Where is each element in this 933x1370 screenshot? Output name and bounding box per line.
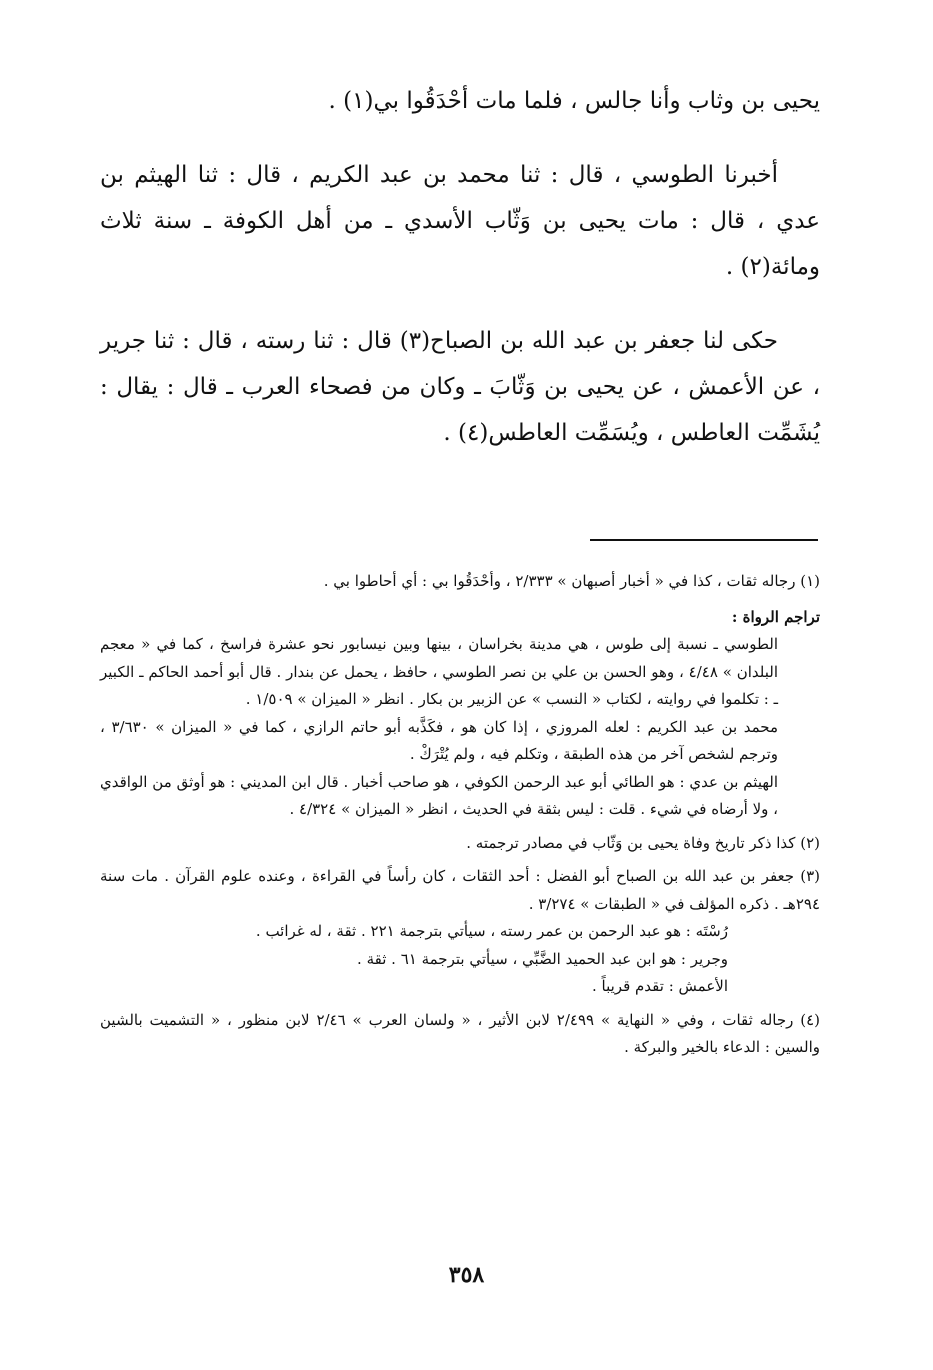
footnote-3: (٣) جعفر بن عبد الله بن الصباح أبو الفضل : أحد الثقات ، كان رأساً في القراءة ، وعنده علوم القرآن . مات سنة ٢٩٤هـ . ذكره المؤلف في « الطبقات » ٣/٢٧٤ . bbox=[100, 867, 820, 913]
footnote-2: (٢) كذا ذكر تاريخ وفاة يحيى بن وَثّاب في مصادر ترجمته . bbox=[466, 833, 820, 852]
main-text bbox=[100, 78, 820, 484]
footnotes bbox=[100, 568, 820, 1062]
paragraph-3: حكى لنا جعفر بن عبد الله بن الصباح(٣) قال : ثنا رسته ، قال : ثنا جرير ، عن الأعمش ، عن يحيى بن وَثّابَ ـ وكان من فصحاء العرب ـ قال : يقال : يُشَمِّت العاطس ، ويُسَمِّت العاطس(٤) . bbox=[100, 328, 820, 446]
footnote-separator bbox=[590, 539, 818, 541]
narrator-muhammad: محمد بن عبد الكريم : لعله المروزي ، إذا كان هو ، فكَذَّبه أبو حاتم الرازي ، كما في « الميزان » ٣/٦٣٠ ، وترجم لشخص آخر من هذه الطبقة ، وتكلم فيه ، ولم يُتْرَكْ . bbox=[100, 717, 779, 763]
paragraph-2: أخبرنا الطوسي ، قال : ثنا محمد بن عبد الكريم ، قال : ثنا الهيثم بن عدي ، قال : مات يحيى بن وَثّاب الأسدي ـ من أهل الكوفة ـ سنة ثلاث ومائة(٢) . bbox=[100, 162, 820, 280]
footnote-1: (١) رجاله ثقات ، كذا في « أخبار أصبهان » ٢/٣٣٣ ، وأحْدَقُوا بي : أي أحاطوا بي . bbox=[323, 572, 820, 590]
footnote-4: (٤) رجاله ثقات ، وفي « النهاية » ٢/٤٩٩ لابن الأثير ، « ولسان العرب » ٢/٤٦ لابن منظور ، « التشميت بالشين والسين : الدعاء بالخير والبركة . bbox=[100, 1010, 820, 1056]
narrator-haytham: الهيثم بن عدي : هو الطائي أبو عبد الرحمن الكوفي ، هو صاحب أخبار . قال ابن المديني : هو أوثق من الواقدي ، ولا أرضاه في شيء . قلت : ليس بثقة في الحديث ، انظر « الميزان » ٤/٣٢٤ . bbox=[100, 772, 778, 818]
narrator-amash: الأعمش : تقدم قريباً . bbox=[591, 977, 728, 995]
narrator-rustah: رُسْتَه : هو عبد الرحمن بن عمر رسته ، سيأتي بترجمة ٢٢١ . ثقة ، له غرائب . bbox=[255, 922, 728, 940]
narrators-heading: تراجم الرواة : bbox=[731, 607, 820, 626]
narrator-tusi: الطوسي ـ نسبة إلى طوس ، هي مدينة بخراسان ، بينها وبين نيسابور نحو عشرة فراسخ ، كما في « معجم البلدان » ٤/٤٨ ، وهو الحسن بن علي بن نصر الطوسي ، حافظ ، يحمل عن بندار . قال أبو أحمد الحاكم ـ الكبير ـ : تكلموا في روايته ، لكتاب « النسب » عن الزبير بن بكار . انظر « الميزان » ١/٥٠٩ . bbox=[100, 635, 778, 708]
narrator-jarir: وجرير : هو ابن عبد الحميد الضَّبِّي ، سيأتي بترجمة ٦١ . ثقة . bbox=[357, 949, 728, 968]
page-number: ٣٥٨ bbox=[448, 1262, 485, 1288]
paragraph-1: يحيى بن وثاب وأنا جالس ، فلما مات أحْدَقُوا بي(١) . bbox=[328, 88, 820, 114]
